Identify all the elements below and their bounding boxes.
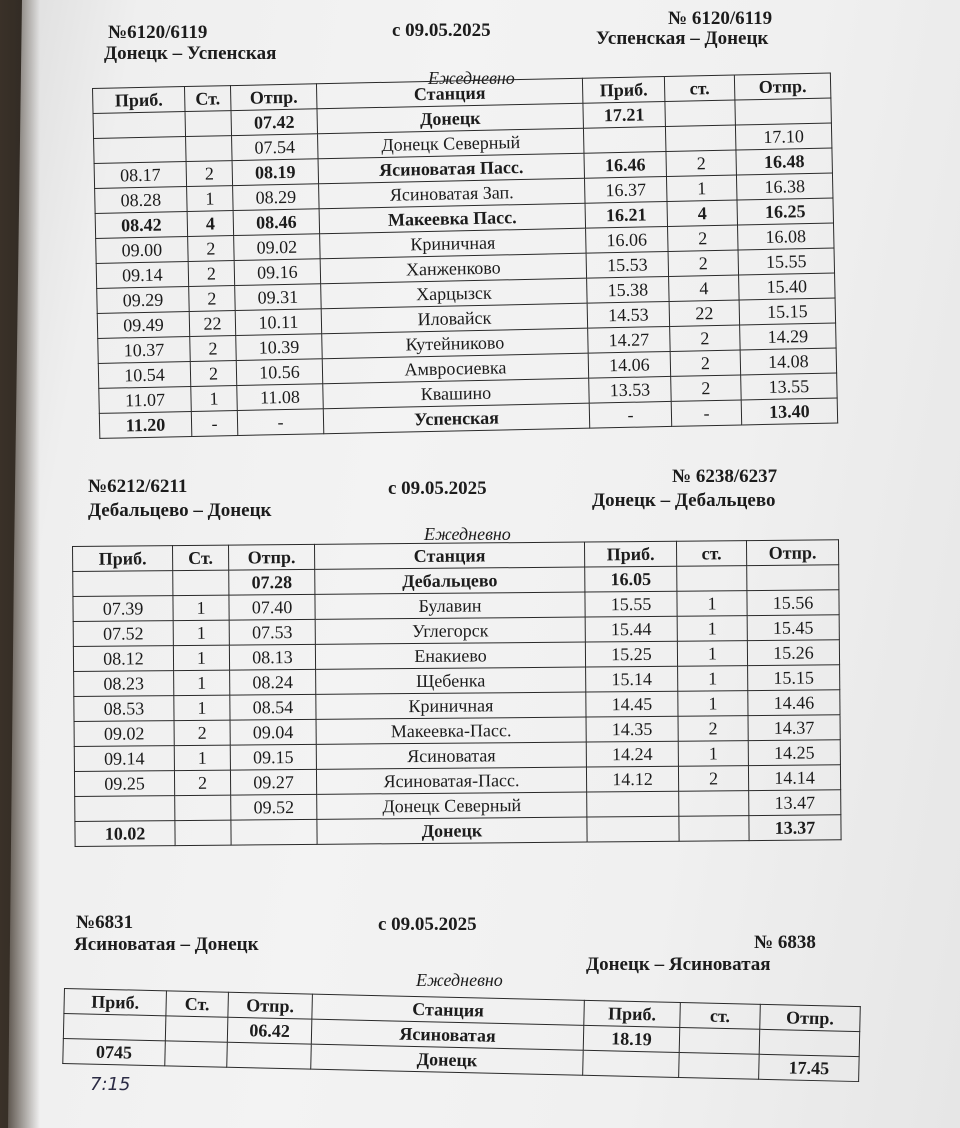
station-cell: Иловайск [321, 303, 587, 334]
time-cell: 16.08 [738, 223, 835, 250]
time-cell: 15.14 [586, 666, 678, 692]
s1-right-route: Успенская – Донецк [596, 28, 769, 49]
time-cell [227, 1042, 312, 1069]
time-cell: 1 [174, 745, 230, 770]
time-cell: 1 [173, 595, 229, 620]
column-header: Отпр. [734, 73, 831, 100]
time-cell: 1 [173, 645, 229, 670]
time-cell: 07.54 [232, 134, 319, 161]
time-cell: 06.42 [227, 1017, 312, 1044]
time-cell: 09.15 [230, 744, 316, 770]
time-cell: 09.04 [230, 719, 316, 745]
time-cell: 13.40 [741, 398, 838, 425]
time-cell: 16.38 [736, 173, 833, 200]
station-cell: Булавин [315, 592, 585, 619]
time-cell [747, 565, 839, 591]
time-cell: 10.56 [236, 359, 323, 386]
time-cell: 2 [666, 150, 737, 176]
s3-left-route: Ясиноватая – Донецк [74, 934, 259, 955]
time-cell: 09.16 [234, 259, 321, 286]
time-cell: 07.42 [231, 109, 318, 136]
time-cell: 0745 [63, 1038, 166, 1065]
time-cell: 08.54 [230, 694, 316, 720]
time-cell [173, 570, 229, 595]
time-cell [587, 791, 679, 817]
time-cell: 13.37 [749, 815, 841, 841]
time-cell: - [191, 411, 238, 437]
station-cell: Дебальцево [315, 567, 585, 594]
time-cell: 08.17 [94, 162, 187, 189]
column-header: Отпр. [230, 84, 317, 111]
time-cell: 13.53 [589, 376, 672, 403]
s1-left-train-number: №6120/6119 [108, 22, 208, 43]
station-cell: Макеевка Пасс. [319, 203, 585, 234]
time-cell [735, 98, 832, 125]
time-cell: 15.26 [747, 640, 839, 666]
station-cell: Успенская [323, 403, 589, 434]
time-cell: 2 [668, 250, 739, 276]
time-cell: 15.55 [738, 248, 835, 275]
time-cell: 15.38 [587, 276, 670, 303]
time-cell: 2 [190, 336, 237, 362]
column-header: Отпр. [228, 992, 313, 1019]
time-cell: 1 [191, 386, 238, 412]
time-cell [73, 571, 173, 597]
column-header: Ст. [166, 991, 229, 1017]
handwritten-time-note: 7:15 [90, 1074, 131, 1095]
time-cell: 15.56 [747, 590, 839, 616]
column-header: Станция [314, 542, 584, 569]
station-cell: Кутейниково [322, 328, 588, 359]
time-cell: 15.53 [586, 251, 669, 278]
s1-date: с 09.05.2025 [392, 20, 491, 41]
time-cell [75, 796, 175, 822]
column-header: Приб. [93, 87, 186, 114]
column-header: Приб. [584, 1000, 681, 1027]
time-cell [759, 1029, 860, 1056]
time-cell: 1 [677, 591, 747, 617]
time-cell [679, 1027, 760, 1054]
time-cell: 2 [174, 770, 230, 795]
time-cell [175, 795, 231, 820]
time-cell [175, 820, 231, 845]
time-cell: 14.37 [748, 715, 840, 741]
time-cell: 16.25 [737, 198, 834, 225]
time-cell: 08.24 [230, 669, 316, 695]
time-cell [665, 125, 736, 151]
time-cell [679, 1052, 760, 1079]
station-cell: Донецк Северный [317, 792, 587, 819]
station-cell: Донецк [317, 103, 583, 134]
time-cell: 09.00 [96, 237, 189, 264]
time-cell: 07.52 [73, 621, 173, 647]
time-cell: 14.12 [586, 766, 678, 792]
time-cell: 14.53 [587, 301, 670, 328]
s3-left-train-number: №6831 [76, 912, 134, 933]
station-cell: Ясиноватая Зап. [319, 178, 585, 209]
time-cell [186, 136, 233, 162]
column-header: Ст. [173, 545, 229, 570]
time-cell [185, 111, 232, 137]
time-cell: 09.02 [74, 721, 174, 747]
station-cell: Щебенка [316, 667, 586, 694]
time-cell [94, 137, 187, 164]
column-header: Ст. [184, 86, 231, 112]
time-cell: 16.05 [585, 566, 677, 592]
time-cell: - [237, 409, 324, 436]
column-header: Отпр. [228, 544, 314, 570]
time-cell [587, 816, 679, 842]
s2-right-train-number: № 6238/6237 [672, 466, 778, 487]
time-cell: 1 [678, 741, 748, 767]
time-cell [93, 112, 186, 139]
time-cell: 15.15 [739, 298, 836, 325]
column-header: Отпр. [760, 1004, 861, 1031]
s3-right-train-number: № 6838 [754, 932, 816, 953]
time-cell: 17.10 [735, 123, 832, 150]
column-header: Отпр. [746, 540, 838, 566]
time-cell: 2 [670, 350, 741, 376]
station-cell: Донецк [317, 817, 587, 844]
time-cell [63, 1014, 166, 1041]
time-cell: 07.40 [229, 594, 315, 620]
s1-daily-label: Ежедневно [428, 68, 515, 88]
time-cell: 09.52 [231, 794, 317, 820]
station-cell: Ханженково [320, 253, 586, 284]
time-cell: 16.06 [586, 226, 669, 253]
s2-left-route: Дебальцево – Донецк [88, 500, 272, 521]
time-cell: 14.06 [588, 351, 671, 378]
time-cell: 08.19 [232, 159, 319, 186]
time-cell: 2 [174, 720, 230, 745]
column-header: Станция [316, 78, 582, 109]
time-cell: 09.14 [96, 262, 189, 289]
time-cell: 1 [678, 666, 748, 692]
s2-date: с 09.05.2025 [388, 478, 487, 499]
station-cell: Амвросиевка [322, 353, 588, 384]
time-cell: 11.08 [237, 384, 324, 411]
time-cell: - [671, 400, 742, 426]
time-cell: 14.25 [748, 740, 840, 766]
time-cell: 14.27 [588, 326, 671, 353]
time-cell [583, 1050, 680, 1077]
time-cell: 08.13 [229, 644, 315, 670]
time-cell: 16.46 [584, 151, 667, 178]
time-cell: 09.49 [97, 312, 190, 339]
time-cell [165, 1041, 228, 1067]
time-cell: 11.07 [99, 386, 192, 413]
time-cell: 2 [188, 261, 235, 287]
column-header: ст. [676, 541, 746, 567]
time-cell: 2 [186, 161, 233, 187]
time-cell: 08.29 [233, 184, 320, 211]
time-cell: 2 [678, 766, 748, 792]
time-cell: 1 [677, 616, 747, 642]
time-cell: 11.20 [99, 411, 192, 438]
time-cell: 14.14 [748, 765, 840, 791]
column-header: ст. [680, 1002, 761, 1029]
station-cell: Ясиноватая Пасс. [318, 153, 584, 184]
s2-daily-label: Ежедневно [424, 524, 511, 544]
time-cell: - [589, 401, 672, 428]
time-cell: 07.39 [73, 596, 173, 622]
time-cell: 09.02 [234, 234, 321, 261]
time-cell: 17.45 [759, 1054, 860, 1081]
time-cell: 2 [670, 325, 741, 351]
time-cell: 09.27 [230, 769, 316, 795]
time-cell: 10.02 [75, 821, 175, 847]
time-cell: 15.55 [585, 591, 677, 617]
station-cell: Донецк [311, 1044, 583, 1075]
s1-right-train-number: № 6120/6119 [668, 8, 773, 29]
time-cell: 14.24 [586, 741, 678, 767]
time-cell: 2 [190, 361, 237, 387]
time-cell: 14.35 [586, 716, 678, 742]
time-cell: 08.42 [95, 212, 188, 239]
time-cell: 15.25 [585, 641, 677, 667]
station-cell: Ясиноватая [316, 742, 586, 769]
time-cell: 1 [174, 670, 230, 695]
time-cell: 18.19 [583, 1025, 680, 1052]
time-cell: 2 [668, 225, 739, 251]
time-cell: 08.53 [74, 696, 174, 722]
time-cell: 4 [667, 200, 738, 226]
station-cell: Углегорск [315, 617, 585, 644]
time-cell: 08.12 [73, 646, 173, 672]
column-header: Приб. [73, 546, 173, 572]
time-cell: 16.21 [585, 201, 668, 228]
time-cell: 15.40 [739, 273, 836, 300]
time-cell: 16.37 [584, 176, 667, 203]
time-cell: 22 [669, 300, 740, 326]
time-cell: 15.15 [748, 665, 840, 691]
time-cell [583, 126, 666, 153]
time-cell: 1 [187, 186, 234, 212]
time-cell [665, 100, 736, 126]
time-cell: 22 [189, 311, 236, 337]
station-cell: Енакиево [315, 642, 585, 669]
time-cell: 14.29 [740, 323, 837, 350]
column-header: Приб. [584, 541, 676, 567]
station-cell: Ясиноватая-Пасс. [316, 767, 586, 794]
time-cell: 14.46 [748, 690, 840, 716]
s3-right-route: Донецк – Ясиноватая [586, 954, 771, 975]
column-header: Приб. [64, 989, 167, 1016]
station-cell: Криничная [316, 692, 586, 719]
s2-right-route: Донецк – Дебальцево [592, 490, 776, 511]
column-header: Приб. [582, 77, 665, 104]
time-cell: 07.28 [229, 569, 315, 595]
station-cell: Криничная [320, 228, 586, 259]
column-header: ст. [664, 75, 735, 101]
time-cell: 1 [666, 175, 737, 201]
time-cell [231, 819, 317, 845]
edge-shadow [0, 0, 40, 1128]
station-cell: Ясиноватая [311, 1019, 583, 1050]
time-cell: 4 [669, 275, 740, 301]
station-cell: Донецк Северный [318, 128, 584, 159]
time-cell: 15.45 [747, 615, 839, 641]
time-cell: 2 [678, 716, 748, 742]
time-cell: 1 [678, 691, 748, 717]
s2-timetable [72, 539, 842, 847]
time-cell: 08.28 [95, 187, 188, 214]
time-cell: 13.55 [741, 373, 838, 400]
s1-left-route: Донецк – Успенская [104, 43, 277, 64]
column-header: Станция [312, 994, 584, 1025]
s1-timetable [92, 73, 838, 439]
time-cell: 1 [174, 695, 230, 720]
time-cell: 08.23 [74, 671, 174, 697]
time-cell: 08.46 [233, 209, 320, 236]
time-cell: 09.14 [74, 746, 174, 772]
s3-date: с 09.05.2025 [378, 914, 477, 935]
time-cell: 1 [677, 641, 747, 667]
time-cell: 09.31 [235, 284, 322, 311]
station-cell: Макеевка-Пасс. [316, 717, 586, 744]
time-cell [679, 791, 749, 817]
time-cell: 10.39 [236, 334, 323, 361]
time-cell: 2 [188, 236, 235, 262]
time-cell: 14.45 [586, 691, 678, 717]
time-cell: 09.25 [74, 771, 174, 797]
time-cell: 10.11 [235, 309, 322, 336]
time-cell: 16.48 [736, 148, 833, 175]
time-cell [679, 816, 749, 842]
s3-daily-label: Ежедневно [416, 970, 503, 990]
time-cell [677, 566, 747, 592]
time-cell: 17.21 [583, 102, 666, 129]
station-cell: Харцызск [321, 278, 587, 309]
time-cell: 2 [189, 286, 236, 312]
time-cell: 09.29 [97, 287, 190, 314]
time-cell: 13.47 [749, 790, 841, 816]
time-cell: 4 [187, 211, 234, 237]
s2-left-train-number: №6212/6211 [88, 476, 188, 497]
time-cell: 2 [671, 375, 742, 401]
station-cell: Квашино [323, 378, 589, 409]
time-cell: 07.53 [229, 619, 315, 645]
time-cell: 10.37 [98, 337, 191, 364]
time-cell: 10.54 [98, 362, 191, 389]
time-cell [165, 1016, 228, 1042]
time-cell: 14.08 [740, 348, 837, 375]
time-cell: 1 [173, 620, 229, 645]
time-cell: 15.44 [585, 616, 677, 642]
